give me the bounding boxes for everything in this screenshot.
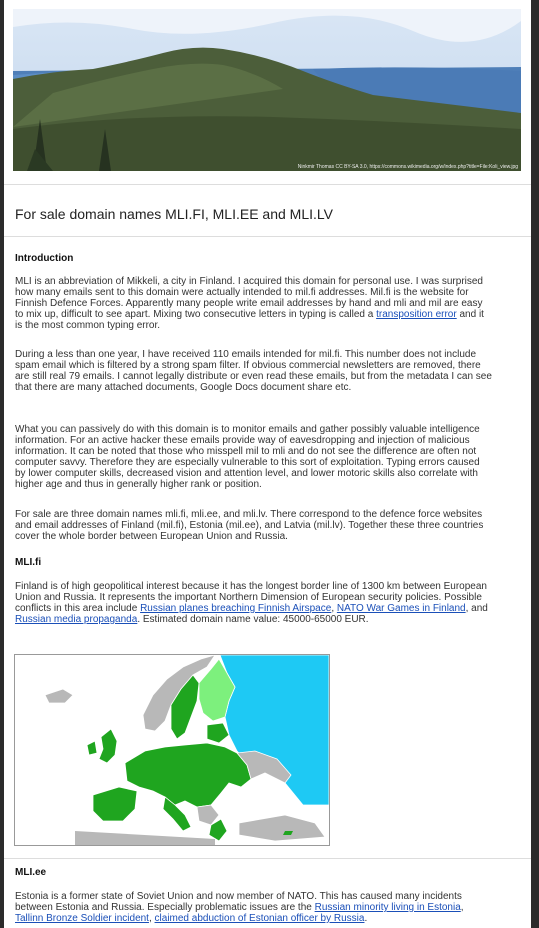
divider — [4, 236, 531, 237]
page — [4, 0, 531, 928]
russian-minority-link[interactable]: Russian minority living in Estonia — [314, 902, 461, 913]
divider — [4, 184, 531, 185]
hero-image — [13, 9, 521, 171]
transposition-error-link[interactable]: transposition error — [376, 309, 457, 320]
russian-planes-link[interactable]: Russian planes breaching Finnish Airspace — [140, 603, 332, 614]
mli-fi-paragraph: Finland is of high geopolitical interest because it has the longest border line of 1300 km between European Union and Russia. It represents the important Northern Dimension of European security policies. Possible conflicts in this area include Russian planes breaching Finnish Airspace, NATO War Games in Finland, and Russian media propaganda. Estimated domain name value: 45000-65000 EUR. — [15, 581, 488, 625]
mli-ee-heading: MLI.ee — [15, 867, 47, 878]
mli-fi-heading: MLI.fi — [15, 557, 42, 568]
divider — [4, 858, 531, 859]
europe-map — [14, 654, 330, 846]
mli-ee-paragraph: Estonia is a former state of Soviet Union and now member of NATO. This has caused many incidents between Estonia and Russia. Especially problematic issues are the Russian minority living in Estonia, Tallinn Bronze Soldier incident, claimed abduction of Estonian officer by Russia. — [15, 891, 464, 924]
abduction-officer-link[interactable]: claimed abduction of Estonian officer by Russia — [154, 913, 365, 924]
bronze-soldier-link[interactable]: Tallinn Bronze Soldier incident — [15, 913, 149, 924]
landscape-photo — [13, 9, 521, 171]
introduction-heading: Introduction — [15, 253, 74, 264]
image-credit: Ninkmir Thomas CC BY-SA 3.0, https://commons.wikimedia.org/w/index.php?title=File:Koli_view.jpg — [297, 164, 518, 170]
intro-paragraph-4: For sale are three domain names mli.fi, mli.ee, and mli.lv. There correspond to the defence force websites and email addresses of Finland (mil.fi), Estonia (mil.ee), and Latvia (mil.lv). Together these three countries cover the whole border between European Union and Russia. — [15, 509, 484, 542]
intro-paragraph-3: What you can passively do with this domain is to monitor emails and gather possibly valuable intelligence information. For an active hacker these emails provide way of eavesdropping and injection of malicious information. It can be noted that those who misspell mil to mli and do not see the difference are often not computer savvy. Therefore they are especially vulnerable to this sort of exploitation. Typing errors caused by lower computer skills, decreased vision and attention level, and lower motoric skills also correlate with higher age and thus in generally higher rank or position. — [15, 424, 480, 490]
page-title: For sale domain names MLI.FI, MLI.EE and MLI.LV — [15, 206, 333, 222]
europe-map-graphic — [15, 655, 329, 845]
nato-war-games-link[interactable]: NATO War Games in Finland — [336, 603, 466, 614]
intro-paragraph-2: During a less than one year, I have received 110 emails intended for mil.fi. This number does not include spam email which is filtered by a strong spam filter. If obvious commercial newsletters are removed, there are still real 79 emails. I cannot legally distribute or even read these emails, but from the metadata I can see that there are many attached documents, Google Docs document share etc. — [15, 349, 492, 393]
russian-media-propaganda-link[interactable]: Russian media propaganda — [15, 614, 138, 625]
intro-paragraph-1: MLI is an abbreviation of Mikkeli, a city in Finland. I acquired this domain for personal use. I was surprised how many emails sent to this domain were actually intended to mil.fi addresses. Mil.fi is the website for Finnish Defence Forces. Apparently many people write email addresses by hand and mli and mil are easy to mix up, difficult to see apart. Mixing two consecutive letters in typing is called a transposition error and it is the most common typing error. — [15, 276, 484, 331]
